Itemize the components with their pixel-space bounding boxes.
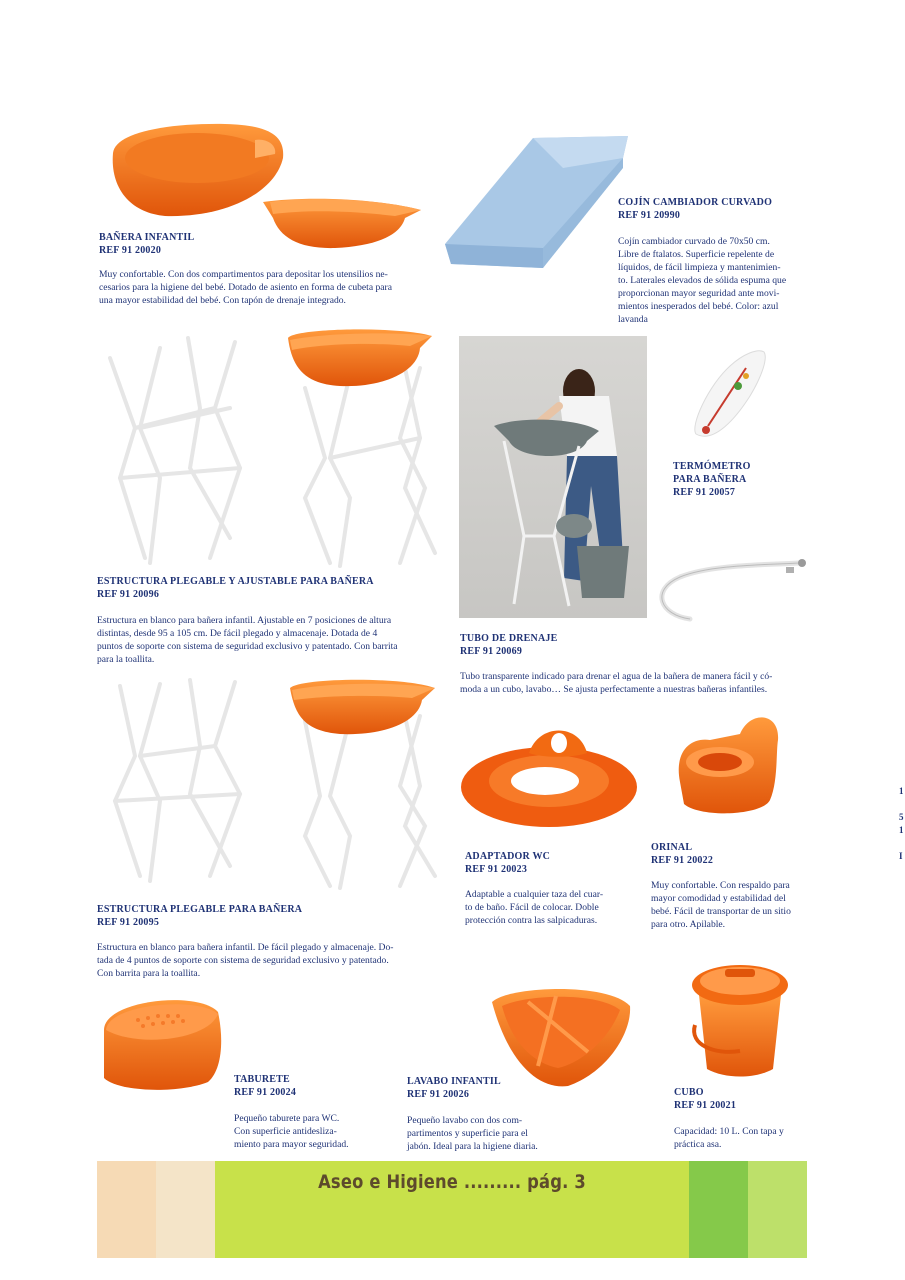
adaptador-ref: REF 91 20023 [465, 864, 528, 875]
footer-segment-5 [748, 1161, 807, 1258]
lavabo-title: LAVABO INFANTIL [407, 1076, 501, 1087]
lavabo-desc-2: partimentos y superficie para el [407, 1128, 528, 1139]
lavabo-desc-3: jabón. Ideal para la higiene diaria. [407, 1141, 538, 1152]
adaptador-desc-1: Adaptable a cualquier taza del cuar- [465, 889, 604, 900]
estructura-ajustable-desc-2: distintas, desde 95 a 105 cm. De fácil plegado y almacenaje. Dotada de 4 [97, 628, 378, 639]
estructura-ajustable-desc-4: para la toallita. [97, 654, 155, 665]
cojin-ref: REF 91 20990 [618, 210, 681, 221]
edge-mark: 1 [899, 786, 904, 796]
taburete-desc-1: Pequeño taburete para WC. [234, 1113, 340, 1124]
edge-mark: 1 [899, 825, 904, 835]
tubo-text [460, 632, 808, 696]
adaptador-title: ADAPTADOR WC [465, 851, 551, 862]
estructura-desc-1: Estructura en blanco para bañera infantil. De fácil plegado y almacenaje. Do- [97, 942, 394, 953]
estructura-ajustable-desc-1: Estructura en blanco para bañera infantil. Ajustable en 7 posiciones de altura [97, 615, 392, 626]
termometro-title-2: PARA BAÑERA [673, 474, 747, 485]
adaptador-desc-3: protección contra las salpicaduras. [465, 915, 598, 926]
cubo-title: CUBO [674, 1087, 704, 1098]
banera-title: BAÑERA INFANTIL [99, 232, 195, 243]
taburete-text [234, 1073, 367, 1151]
adaptador-desc-2: to de baño. Fácil de colocar. Doble [465, 902, 599, 913]
cojin-text [618, 196, 808, 326]
tubo-desc-1: Tubo transparente indicado para drenar el agua de la bañera de manera fácil y có- [460, 671, 773, 682]
termometro-image [688, 346, 768, 446]
banera-desc-1: Muy confortable. Con dos compartimentos para depositar los utensilios ne- [99, 269, 388, 280]
estructura-text [97, 903, 435, 980]
estructura-ajustable-image [100, 328, 440, 568]
estructura-image [100, 676, 440, 896]
orinal-title: ORINAL [651, 842, 693, 853]
termometro-ref: REF 91 20057 [673, 487, 736, 498]
banera-desc-3: una mayor estabilidad del bebé. Con tapón de drenaje integrado. [99, 295, 346, 306]
adaptador-text [465, 850, 617, 927]
estructura-ref: REF 91 20095 [97, 917, 160, 928]
footer-segment-1 [97, 1161, 156, 1258]
edge-mark: 5 [899, 812, 904, 822]
taburete-image [98, 990, 228, 1095]
termometro-title-1: TERMÓMETRO [673, 461, 751, 472]
lavabo-text [407, 1075, 552, 1153]
adaptador-image [459, 725, 639, 830]
cubo-image [685, 955, 795, 1080]
estructura-desc-2: tada de 4 puntos de soporte con sistema de seguridad exclusivo y patentado. [97, 955, 389, 966]
lavabo-image [488, 982, 634, 1090]
estructura-ajustable-ref: REF 91 20096 [97, 589, 160, 600]
orinal-desc-4: para otro. Apilable. [651, 919, 726, 930]
cojin-desc-3: líquidos, de fácil limpieza y mantenimien- [618, 262, 781, 273]
taburete-ref: REF 91 20024 [234, 1087, 297, 1098]
cubo-ref: REF 91 20021 [674, 1100, 737, 1111]
cubo-text [674, 1086, 807, 1151]
taburete-desc-3: miento para mayor seguridad. [234, 1139, 349, 1150]
tubo-desc-2: moda a un cubo, lavabo… Se ajusta perfectamente a nuestras bañeras infantiles. [460, 684, 768, 695]
banera-ref: REF 91 20020 [99, 245, 162, 256]
estructura-title: ESTRUCTURA PLEGABLE PARA BAÑERA [97, 904, 303, 915]
banera-text [99, 231, 429, 307]
termometro-text [673, 460, 793, 499]
cojin-desc-2: Libre de ftalatos. Superficie repelente de [618, 249, 775, 260]
cojin-title: COJÍN CAMBIADOR CURVADO [618, 197, 773, 208]
footer-page-label: Aseo e Higiene ......... pág. 3 [318, 1171, 586, 1193]
orinal-ref: REF 91 20022 [651, 855, 714, 866]
cojin-desc-5: proporcionan mayor seguridad ante movi- [618, 288, 780, 299]
estructura-desc-3: Con barrita para la toallita. [97, 968, 201, 979]
tubo-ref: REF 91 20069 [460, 646, 523, 657]
cojin-desc-7: lavanda [618, 314, 648, 325]
cojin-image [443, 128, 633, 273]
orinal-desc-1: Muy confortable. Con respaldo para [651, 880, 790, 891]
cojin-desc-4: to. Laterales elevados de sólida espuma que [618, 275, 787, 286]
tubo-photo [459, 336, 647, 618]
footer-segment-2 [156, 1161, 215, 1258]
footer-segment-4 [689, 1161, 748, 1258]
estructura-ajustable-text [97, 575, 435, 666]
footer-band [97, 1161, 807, 1258]
estructura-ajustable-desc-3: puntos de soporte con sistema de seguridad exclusivo y patentado. Con barrita [97, 641, 398, 652]
lavabo-ref: REF 91 20026 [407, 1089, 470, 1100]
estructura-ajustable-title: ESTRUCTURA PLEGABLE Y AJUSTABLE PARA BAÑERA [97, 576, 374, 587]
tubo-title: TUBO DE DRENAJE [460, 633, 558, 644]
lavabo-desc-1: Pequeño lavabo con dos com- [407, 1115, 523, 1126]
taburete-desc-2: Con superficie antidesliza- [234, 1126, 337, 1137]
taburete-title: TABURETE [234, 1074, 290, 1085]
cubo-desc-2: práctica asa. [674, 1139, 722, 1150]
orinal-image [670, 712, 785, 822]
banera-desc-2: cesarios para la higiene del bebé. Dotado de asiento en forma de cubeta para [99, 282, 393, 293]
orinal-text [651, 841, 807, 931]
tubo-image [650, 555, 810, 625]
orinal-desc-3: bebé. Fácil de transportar de un sitio [651, 906, 791, 917]
cojin-desc-1: Cojín cambiador curvado de 70x50 cm. [618, 236, 770, 247]
orinal-desc-2: mayor comodidad y estabilidad del [651, 893, 786, 904]
edge-mark: I [899, 851, 903, 861]
cubo-desc-1: Capacidad: 10 L. Con tapa y [674, 1126, 784, 1137]
cojin-desc-6: mientos inesperados del bebé. Color: azul [618, 301, 779, 312]
